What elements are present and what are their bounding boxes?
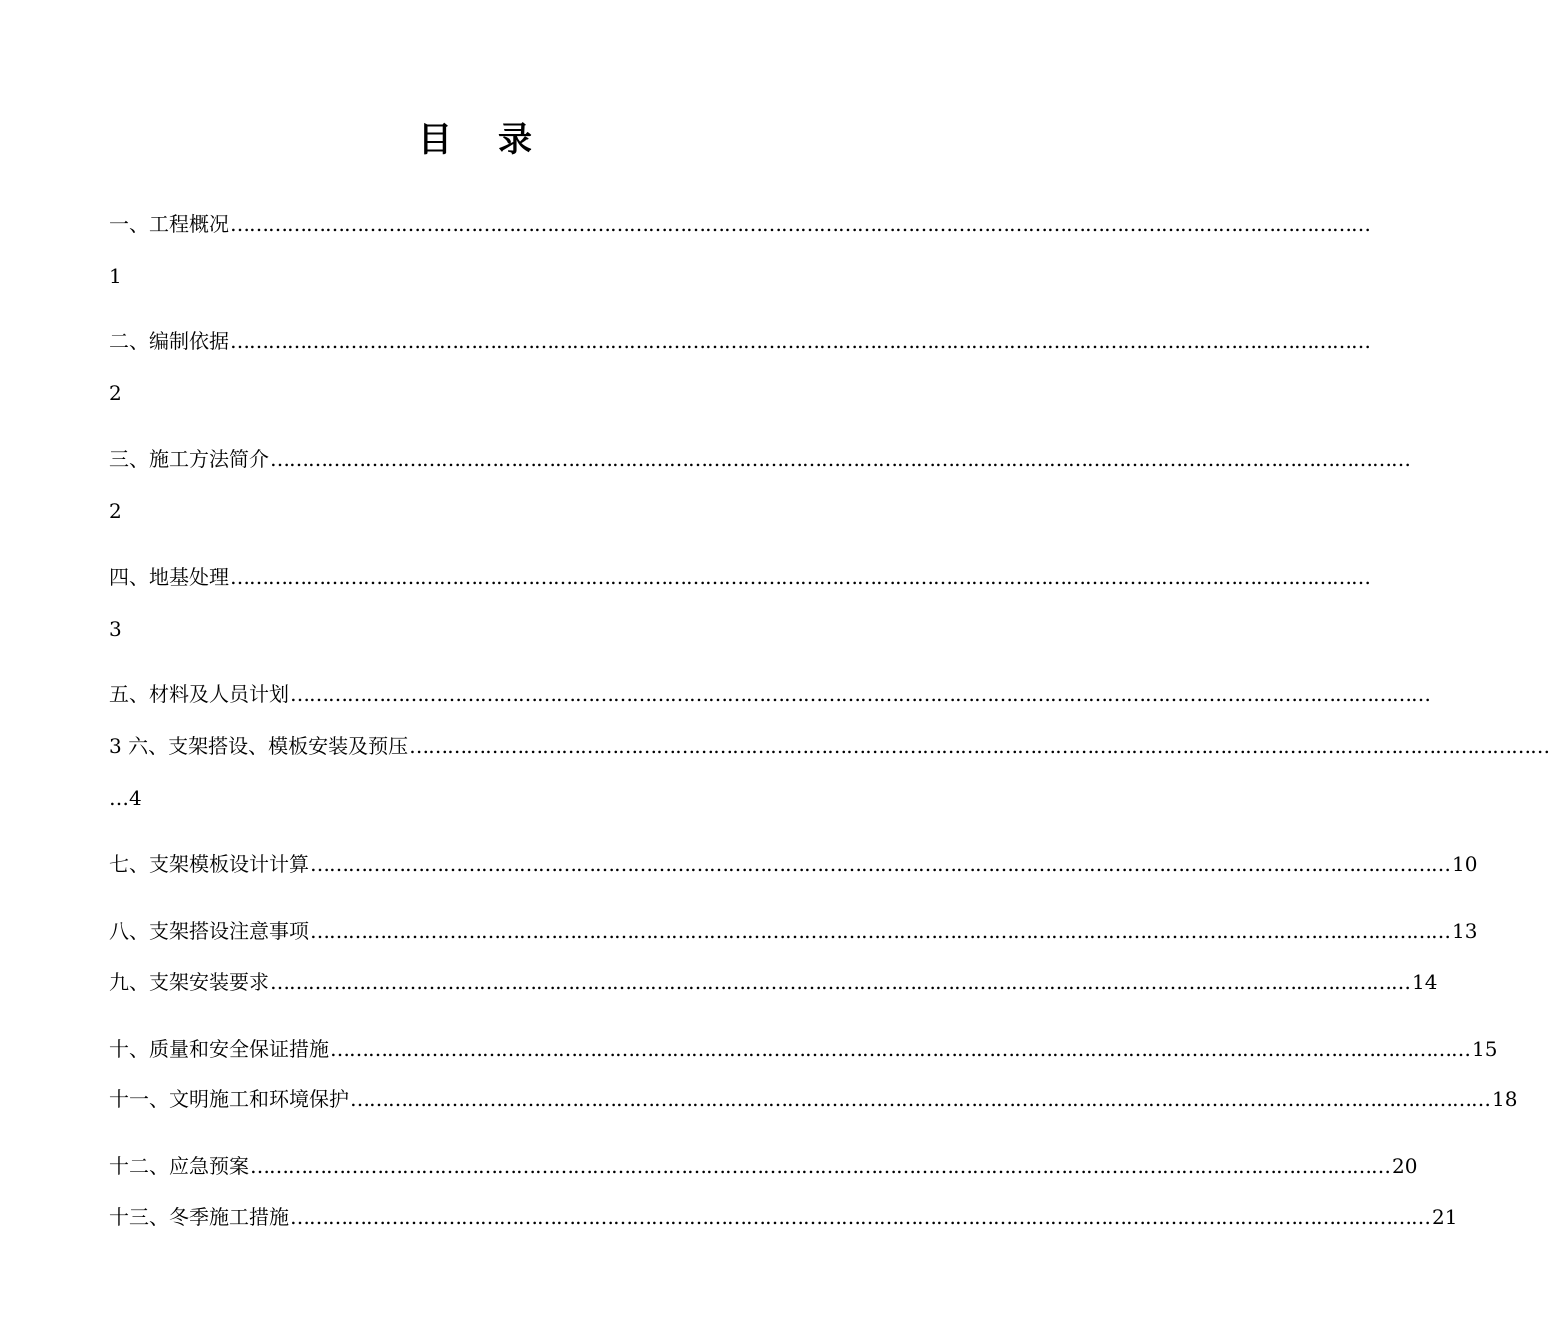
toc-entry-1[interactable] <box>109 210 1370 238</box>
toc-entry-3[interactable] <box>109 445 1410 473</box>
toc-entry-label: 十、质量和安全保证措施 <box>109 1037 329 1061</box>
toc-entry-label: 二、编制依据 <box>109 329 229 353</box>
toc-leader-dots: ……………………………………………………………………………………………………………………………………………………………… <box>350 1087 1490 1111</box>
toc-entry-page: 13 <box>1452 919 1478 943</box>
toc-entry-7[interactable] <box>109 850 1478 878</box>
toc-entry-page: 3 <box>109 617 122 641</box>
toc-entry-page: 1 <box>109 264 122 288</box>
toc-entry-page: 2 <box>109 381 122 405</box>
toc-leader-dots: ……………………………………………………………………………………………………………………………………………………………… <box>310 852 1450 876</box>
toc-entry-6[interactable] <box>109 732 1549 760</box>
toc-leader-dots: ……………………………………………………………………………………………………………………………………………………………… <box>230 565 1370 589</box>
toc-entry-13[interactable] <box>109 1203 1458 1231</box>
toc-entry-page: 21 <box>1432 1205 1458 1229</box>
toc-entry-label: 八、支架搭设注意事项 <box>109 919 309 943</box>
toc-entry-11[interactable] <box>109 1085 1518 1113</box>
toc-entry-page: 2 <box>109 499 122 523</box>
toc-leader-dots: ……………………………………………………………………………………………………………………………………………………………… <box>270 970 1410 994</box>
toc-entry-label: 3 六、支架搭设、模板安装及预压 <box>109 734 409 758</box>
toc-entry-5[interactable] <box>109 680 1430 708</box>
toc-entry-4[interactable] <box>109 563 1370 591</box>
toc-leader-dots: ……………………………………………………………………………………………………………………………………………………………… <box>310 919 1450 943</box>
toc-entry-label: 一、工程概况 <box>109 212 229 236</box>
toc-entry-label: 十二、应急预案 <box>109 1154 249 1178</box>
toc-entry-label: 七、支架模板设计计算 <box>109 852 309 876</box>
toc-entry-10[interactable] <box>109 1035 1498 1063</box>
toc-entry-label: 三、施工方法简介 <box>109 447 269 471</box>
toc-leader-dots: ……………………………………………………………………………………………………………………………………………………………… <box>250 1154 1390 1178</box>
title-char-2: 录 <box>498 120 532 160</box>
page-title <box>0 112 950 161</box>
toc-entry-label: 十三、冬季施工措施 <box>109 1205 289 1229</box>
toc-entry-page: 15 <box>1472 1037 1498 1061</box>
toc-entry-label: 九、支架安装要求 <box>109 970 269 994</box>
toc-entry-2[interactable] <box>109 327 1370 355</box>
toc-entry-page: 18 <box>1492 1087 1518 1111</box>
toc-leader-dots: ……………………………………………………………………………………………………………………………………………………………… <box>230 212 1370 236</box>
toc-entry-page: 20 <box>1392 1154 1418 1178</box>
toc-entry-page: 10 <box>1452 852 1478 876</box>
toc-entry-label: 十一、文明施工和环境保护 <box>109 1087 349 1111</box>
toc-leader-dots: ……………………………………………………………………………………………………………………………………………………………… <box>409 734 1549 758</box>
title-char-1: 目 <box>418 120 452 160</box>
toc-entry-12[interactable] <box>109 1152 1418 1180</box>
toc-leader-dots: ……………………………………………………………………………………………………………………………………………………………… <box>290 1205 1430 1229</box>
toc-leader-dots: ……………………………………………………………………………………………………………………………………………………………… <box>270 447 1410 471</box>
toc-entry-page: …4 <box>109 786 142 810</box>
toc-entry-9[interactable] <box>109 968 1438 996</box>
toc-entry-label: 五、材料及人员计划 <box>109 682 289 706</box>
toc-entry-page: 14 <box>1412 970 1438 994</box>
toc-entry-label: 四、地基处理 <box>109 565 229 589</box>
toc-leader-dots: ……………………………………………………………………………………………………………………………………………………………… <box>230 329 1370 353</box>
toc-leader-dots: ……………………………………………………………………………………………………………………………………………………………… <box>330 1037 1470 1061</box>
toc-entry-8[interactable] <box>109 917 1478 945</box>
toc-leader-dots: ……………………………………………………………………………………………………………………………………………………………… <box>290 682 1430 706</box>
